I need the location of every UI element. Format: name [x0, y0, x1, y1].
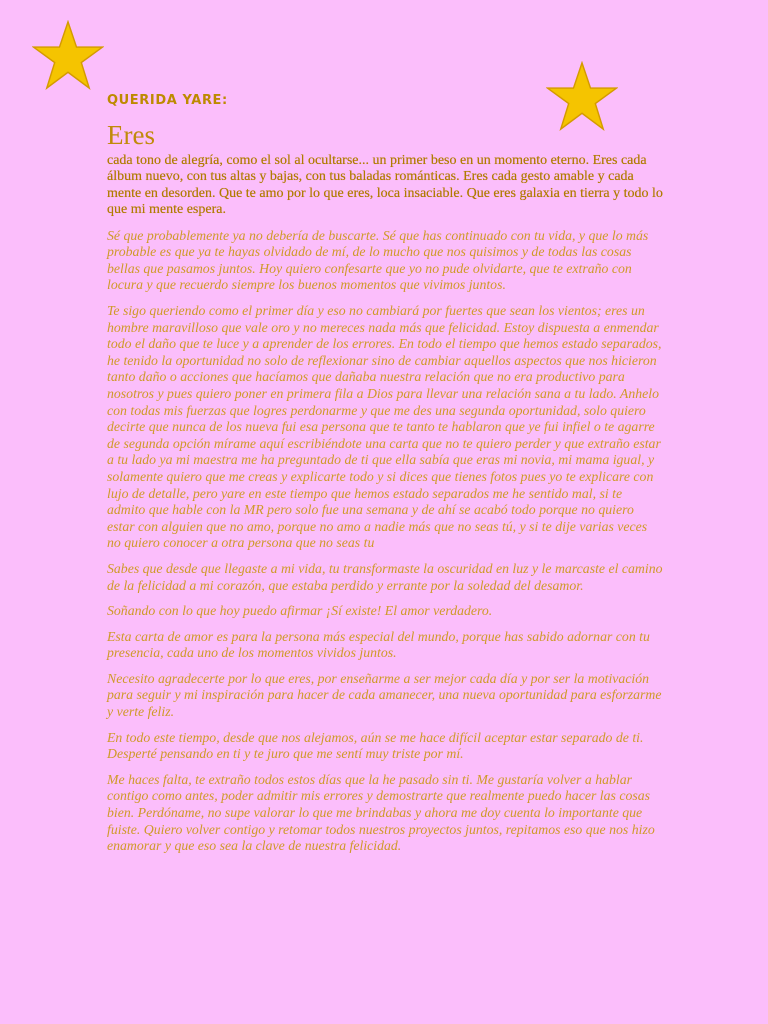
letter-greeting: QUERIDA YARE: [107, 93, 228, 108]
letter-paragraph: En todo este tiempo, desde que nos alejamos, aún se me hace difícil aceptar estar separado de ti. Desperté pensando en ti y te juro que me sentí muy triste por mí. [107, 729, 644, 762]
letter-paragraph: Sabes que desde que llegaste a mi vida, tu transformaste la oscuridad en luz y le marcaste el camino de la felicidad a mi corazón, que estaba perdido y errante por la soledad del desamor. [107, 560, 663, 593]
letter-paragraph: Me haces falta, te extraño todos estos días que la he pasado sin ti. Me gustaría volver a hablar contigo como antes, poder admitir mis errores y demostrarte que realmente puedo hacer las cosas bien. Perdóname, no supe valorar lo que me brindabas y ahora me doy cuenta lo importante que fuiste. Quiero volver contigo y retomar todos nuestros proyectos juntos, repitamos eso que nos hizo enamorar y que eso sea la clave de nuestra felicidad. [107, 771, 655, 854]
letter-paragraph: Soñando con lo que hoy puedo afirmar ¡Sí existe! El amor verdadero. [107, 603, 493, 619]
star-icon [32, 20, 104, 90]
letter [107, 93, 663, 864]
letter-paragraph: Esta carta de amor es para la persona más especial del mundo, porque has sabido adornar con tu presencia, cada uno de los momentos vividos juntos. [107, 628, 650, 661]
letter-intro: cada tono de alegría, como el sol al ocultarse... un primer beso en un momento eterno. Eres cada álbum nuevo, con tus altas y bajas, con tus baladas románticas. Eres cada gesto amable y cada mente en desorden. Que te amo por lo que eres, loca insaciable. Que eres galaxia en tierra y todo lo que mi mente espera. [107, 153, 663, 218]
letter-paragraph: Te sigo queriendo como el primer día y eso no cambiará por fuertes que sean los vientos; eres un hombre maravilloso que vale oro y no mereces nada más que felicidad. Estoy dispuesta a enmendar todo el daño que te luce y a aprender de los errores. En todo el tiempo que hemos estado separados, he tenido la oportunidad no solo de reflexionar sino de cambiar aquellos aspectos que nos hicieron tanto daño o acciones que hacíamos que dañaba nuestra relación que no era productivo para nosotros y pues quiero poner en primera fila a Dios para llevar una relación sana a tu lado. Anhelo con todas mis fuerzas que logres perdonarme y que me des una segunda oportunidad, solo quiero decirte que nunca de los nueva fui esa persona que te tanto te hablaron que ye fui infiel o te agarre de segunda opción mírame aquí escribiéndote una carta que no te quiero perder y que extraño estar a tu lado ya mi maestra me ha preguntado de ti que ella sabía que eras mi novia, mi mama igual, y solamente quiero que me creas y explicarte todo y si dices que tienes fotos pues yo te explicare con lujo de detalle, pero yare en este tiempo que hemos estado separados me he sentido mal, si te admito que hable con la MR pero solo fue una semana y de ahí se acabó todo porque no quiero estar con alguien que no amo, porque no amo a nadie más que no seas tú, y si te dije varias veces no quiero conocer a otra persona que no seas tu [107, 303, 662, 551]
letter-paragraph: Necesito agradecerte por lo que eres, por enseñarme a ser mejor cada día y por ser la motivación para seguir y mi inspiración para hacer de cada amanecer, una nueva oportunidad para esforzarme y verte feliz. [107, 670, 662, 720]
letter-title: Eres [107, 120, 155, 150]
letter-paragraph: Sé que probablemente ya no debería de buscarte. Sé que has continuado con tu vida, y que lo más probable es que ya te hayas olvidado de mí, de lo mucho que nos quisimos y de todas las cosas bellas que pasamos juntos. Hoy quiero confesarte que yo no pude olvidarte, que te extraño con locura y que recuerdo siempre los buenos momentos que vivimos juntos. [107, 227, 649, 293]
